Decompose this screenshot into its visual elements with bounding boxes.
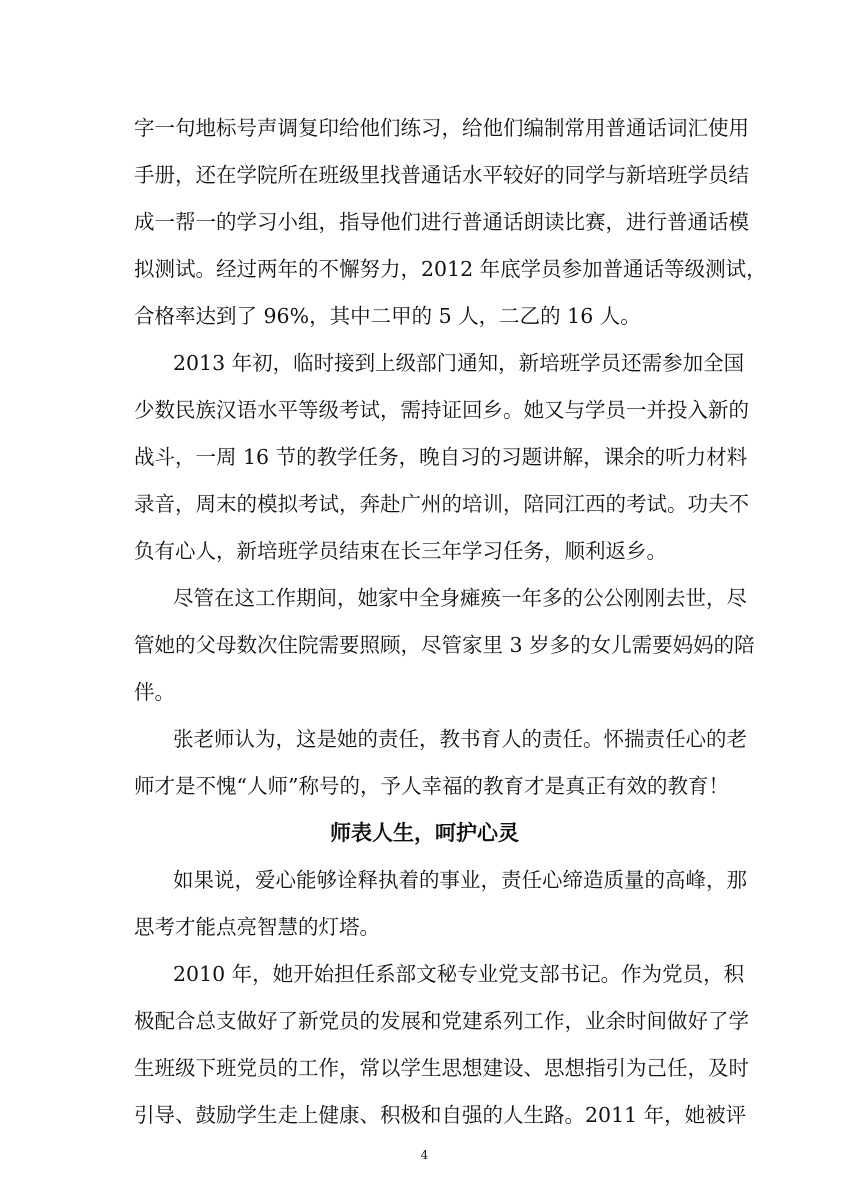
text-line: 思考才能点亮智慧的灯塔。	[134, 915, 380, 939]
text-line: 手册，还在学院所在班级里找普通话水平较好的同学与新培班学员结	[134, 163, 749, 187]
text-line: 师才是不愧“人师”称号的，予人幸福的教育才是真正有效的教育！	[134, 774, 729, 798]
text-line: 引导、鼓励学生走上健康、积极和自强的人生路。2011 年，她被评	[134, 1103, 747, 1127]
text-line: 录音，周末的模拟考试，奔赴广州的培训，陪同江西的考试。功夫不	[134, 492, 749, 516]
text-line: 生班级下班党员的工作，常以学生思想建设、思想指引为己任，及时	[134, 1056, 749, 1080]
text-line: 如果说，爱心能够诠释执着的事业，责任心缔造质量的高峰，那	[173, 868, 747, 892]
section-heading: 师表人生，呵护心灵	[330, 821, 519, 845]
text-line: 拟测试。经过两年的不懈努力，2012 年底学员参加普通话等级测试，	[134, 257, 767, 281]
text-line: 极配合总支做好了新党员的发展和党建系列工作，业余时间做好了学	[134, 1009, 749, 1033]
text-line: 2010 年，她开始担任系部文秘专业党支部书记。作为党员，积	[173, 962, 745, 986]
text-line: 伴。	[134, 680, 175, 704]
page-number: 4	[420, 1148, 429, 1162]
text-line: 战斗，一周 16 节的教学任务，晚自习的习题讲解，课余的听力材料	[134, 445, 748, 469]
text-line: 少数民族汉语水平等级考试，需持证回乡。她又与学员一并投入新的	[134, 398, 749, 422]
text-line: 成一帮一的学习小组，指导他们进行普通话朗读比赛，进行普通话模	[134, 210, 749, 234]
text-line: 张老师认为，这是她的责任，教书育人的责任。怀揣责任心的老	[173, 727, 747, 751]
text-line: 负有心人，新培班学员结束在长三年学习任务，顺利返乡。	[134, 539, 667, 563]
text-line: 字一句地标号声调复印给他们练习，给他们编制常用普通话词汇使用	[134, 116, 749, 140]
text-line: 2013 年初，临时接到上级部门通知，新培班学员还需参加全国	[173, 351, 745, 375]
text-line: 管她的父母数次住院需要照顾，尽管家里 3 岁多的女儿需要妈妈的陪	[134, 633, 755, 657]
text-line: 尽管在这工作期间，她家中全身瘫痪一年多的公公刚刚去世，尽	[173, 586, 747, 610]
text-line: 合格率达到了 96%，其中二甲的 5 人，二乙的 16 人。	[134, 304, 641, 328]
